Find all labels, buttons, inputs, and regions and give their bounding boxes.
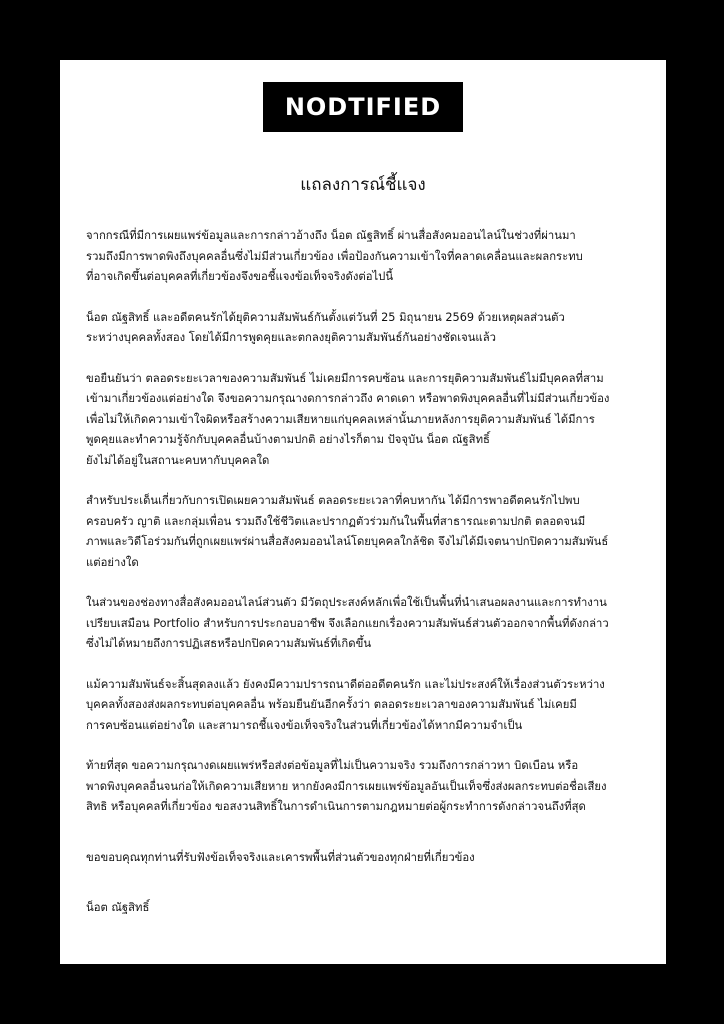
paragraph-breakup: น็อต ณัฐสิทธิ์ และอดีตคนรักได้ยุติความสัมพันธ์กันตั้งแต่วันที่ 25 มิถุนายน 2569 ด้วยเหตุผลส่วนตัว ระหว่างบุคคลทั้งสอง โดยได้มีการพูดคุยและตกลงยุติความสัมพันธ์กันอย่างชัดเจนแล้ว [86, 310, 565, 344]
paragraph-goodwill: แม้ความสัมพันธ์จะสิ้นสุดลงแล้ว ยังคงมีความปรารถนาดีต่ออดีตคนรัก และไม่ประสงค์ให้เรื่องส่วนตัวระหว่าง บุคคลทั้งสองส่งผลกระทบต่อบุคคลอื่น พร้อมยืนยันอีกครั้งว่า ตลอดระยะเวลาของความสัมพันธ์ ไม่เคยมี การคบซ้อนแต่อย่างใด และสามารถชี้แจงข้อเท็จจริงในส่วนที่เกี่ยวข้องได้หากมีความจำเป็น [86, 677, 605, 732]
paragraph-disclosure: สำหรับประเด็นเกี่ยวกับการเปิดเผยความสัมพันธ์ ตลอดระยะเวลาที่คบหากัน ได้มีการพาอดีตคนรักไปพบ ครอบครัว ญาติ และกลุ่มเพื่อน รวมถึงใช้ชีวิตและปรากฏตัวร่วมกันในพื้นที่สาธารณะตามปกติ ตลอดจนมี ภาพและวิดีโอร่วมกันที่ถูกเผยแพร่ผ่านสื่อสังคมออนไลน์โดยบุคคลใกล้ชิด จึงไม่ได้มีเจตนาปกปิดความสัมพันธ์ แต่อย่างใด [86, 494, 609, 569]
logo-wrapper [86, 82, 640, 132]
paragraph-legal-notice: ท้ายที่สุด ขอความกรุณางดเผยแพร่หรือส่งต่อข้อมูลที่ไม่เป็นความจริง รวมถึงการกล่าวหา บิดเบือน หรือ พาดพิงบุคคลอื่นจนก่อให้เกิดความเสียหาย หากยังคงมีการเผยแพร่ข้อมูลอันเป็นเท็จซึ่งส่งผลกระทบต่อชื่อเสียง สิทธิ หรือบุคคลที่เกี่ยวข้อง ขอสงวนสิทธิ์ในการดำเนินการตามกฎหมายต่อผู้กระทำการดังกล่าวจนถึงที่สุด [86, 759, 607, 813]
signature: น็อต ณัฐสิทธิ์ [86, 901, 150, 914]
paragraph-social-media: ในส่วนของช่องทางสื่อสังคมออนไลน์ส่วนตัว มีวัตถุประสงค์หลักเพื่อใช้เป็นพื้นที่นำเสนอผลงานและการทำงาน เปรียบเสมือน Portfolio สำหรับการประกอบอาชีพ จึงเลือกแยกเรื่องความสัมพันธ์ส่วนตัวออกจากพื้นที่ดังกล่าว ซึ่งไม่ได้หมายถึงการปฏิเสธหรือปกปิดความสัมพันธ์ที่เกิดขึ้น [86, 596, 609, 650]
statement-page [60, 60, 666, 964]
closing-thanks: ขอขอบคุณทุกท่านที่รับฟังข้อเท็จจริงและเคารพพื้นที่ส่วนตัวของทุกฝ่ายที่เกี่ยวข้อง [86, 850, 475, 864]
brand-logo: NODTIFIED [263, 82, 463, 132]
document-title: แถลงการณ์ชี้แจง [300, 175, 426, 195]
paragraph-no-third-party: ขอยืนยันว่า ตลอดระยะเวลาของความสัมพันธ์ ไม่เคยมีการคบซ้อน และการยุติความสัมพันธ์ไม่มีบุคคลที่สาม เข้ามาเกี่ยวข้องแต่อย่างใด จึงขอความกรุณางดการกล่าวถึง คาดเดา หรือพาดพิงบุคคลอื่นที่ไม่มีส่วนเกี่ยวข้อง เพื่อไม่ให้เกิดความเข้าใจผิดหรือสร้างความเสียหายแก่บุคคลเหล่านั้นภายหลังการยุติความสัมพันธ์ ได้มีการ พูดคุยและทำความรู้จักกับบุคคลอื่นบ้างตามปกติ อย่างไรก็ตาม ปัจจุบัน น็อต ณัฐสิทธิ์ ยังไม่ได้อยู่ในสถานะคบหากับบุคคลใด [86, 371, 610, 467]
paragraph-intro: จากกรณีที่มีการเผยแพร่ข้อมูลและการกล่าวอ้างถึง น็อต ณัฐสิทธิ์ ผ่านสื่อสังคมออนไลน์ในช่วงที่ผ่านมา รวมถึงมีการพาดพิงถึงบุคคลอื่นซึ่งไม่มีส่วนเกี่ยวข้อง เพื่อป้องกันความเข้าใจที่คลาดเคลื่อนและผลกระทบ ที่อาจเกิดขึ้นต่อบุคคลที่เกี่ยวข้องจึงขอชี้แจงข้อเท็จจริงดังต่อไปนี้ [86, 229, 583, 283]
